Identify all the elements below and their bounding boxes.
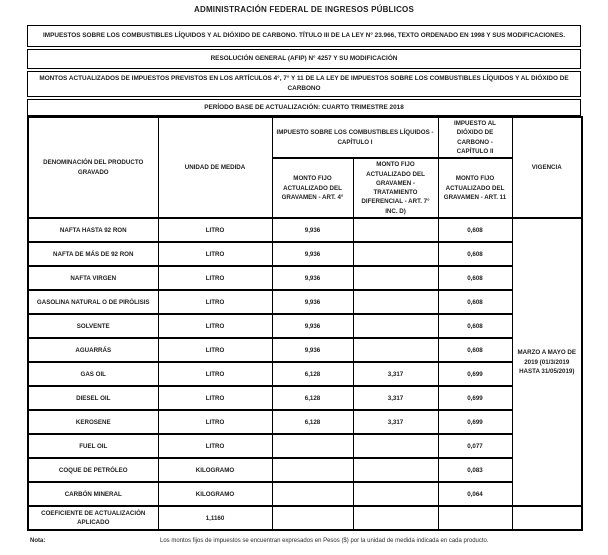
- unit-cell: LITRO: [158, 362, 272, 386]
- art7-amount-cell: [353, 506, 438, 530]
- table-header: [28, 117, 582, 218]
- unit-cell: LITRO: [158, 314, 272, 338]
- art7-amount-cell: [353, 218, 438, 242]
- art11-amount-cell: 0,608: [438, 314, 512, 338]
- art11-amount-cell: 0,699: [438, 386, 512, 410]
- product-cell: COEFICIENTE DE ACTUALIZACIÓN APLICADO: [28, 506, 158, 530]
- product-cell: GASOLINA NATURAL O DE PIRÓLISIS: [28, 290, 158, 314]
- art11-amount-cell: 0,083: [438, 458, 512, 482]
- art7-amount-cell: [353, 434, 438, 458]
- art11-amount-cell: 0,077: [438, 434, 512, 458]
- fuel-tax-table: [27, 116, 583, 531]
- art7-amount-cell: [353, 290, 438, 314]
- art11-amount-cell: 0,064: [438, 482, 512, 506]
- table-row: [28, 266, 582, 290]
- art11-amount-cell: 0,699: [438, 362, 512, 386]
- product-cell: FUEL OIL: [28, 434, 158, 458]
- footnote-text: Los montos fijos de impuestos se encuentran expresados en Pesos ($) por la unidad de medida indicada en cada producto.: [160, 538, 489, 545]
- art4-amount-cell: [272, 434, 353, 458]
- art4-amount-cell: 9,936: [272, 242, 353, 266]
- header-group-co2: IMPUESTO AL DIÓXIDO DE CARBONO - CAPÍTULO II: [438, 117, 512, 158]
- table-row: [28, 482, 582, 506]
- product-cell: CARBÓN MINERAL: [28, 482, 158, 506]
- footnote-label: Nota:: [30, 538, 46, 545]
- art4-amount-cell: [272, 506, 353, 530]
- art11-amount-cell: 0,608: [438, 338, 512, 362]
- art7-amount-cell: [353, 338, 438, 362]
- table-row: [28, 362, 582, 386]
- product-cell: NAFTA VIRGEN: [28, 266, 158, 290]
- table-row: [28, 386, 582, 410]
- product-cell: GAS OIL: [28, 362, 158, 386]
- art7-amount-cell: 3,317: [353, 386, 438, 410]
- art11-amount-cell: [438, 506, 512, 530]
- art4-amount-cell: 6,128: [272, 410, 353, 434]
- table-row: [28, 434, 582, 458]
- art11-amount-cell: 0,608: [438, 242, 512, 266]
- art7-amount-cell: 3,317: [353, 410, 438, 434]
- banner-stack: [27, 25, 581, 116]
- unit-cell: LITRO: [158, 218, 272, 242]
- banner-base-period: PERÍODO BASE DE ACTUALIZACIÓN: CUARTO TRIMESTRE 2018: [27, 99, 581, 116]
- table-row: [28, 242, 582, 266]
- art7-amount-cell: [353, 314, 438, 338]
- art4-amount-cell: 6,128: [272, 386, 353, 410]
- art11-amount-cell: 0,608: [438, 266, 512, 290]
- art7-amount-cell: [353, 266, 438, 290]
- unit-cell: LITRO: [158, 410, 272, 434]
- vigencia-cell: MARZO A MAYO DE 2019 (01/3/2019 HASTA 31/05/2019): [512, 218, 582, 506]
- document-page: [0, 5, 608, 555]
- page-title: ADMINISTRACIÓN FEDERAL DE INGRESOS PÚBLICOS: [193, 5, 415, 14]
- art4-amount-cell: 6,128: [272, 362, 353, 386]
- unit-cell: LITRO: [158, 242, 272, 266]
- table-row: [28, 314, 582, 338]
- product-cell: NAFTA HASTA 92 RON: [28, 218, 158, 242]
- header-vigencia: VIGENCIA: [512, 117, 582, 218]
- product-cell: AGUARRÁS: [28, 338, 158, 362]
- art4-amount-cell: 9,936: [272, 314, 353, 338]
- unit-cell: LITRO: [158, 386, 272, 410]
- header-group-liquid-fuels: IMPUESTO SOBRE LOS COMBUSTIBLES LÍQUIDOS - CAPÍTULO I: [272, 117, 438, 158]
- art11-amount-cell: 0,608: [438, 290, 512, 314]
- table-row: [28, 338, 582, 362]
- art11-amount-cell: 0,699: [438, 410, 512, 434]
- banner-law: IMPUESTOS SOBRE LOS COMBUSTIBLES LÍQUIDOS Y AL DIÓXIDO DE CARBONO. TÍTULO III DE LA LEY N° 23.966, TEXTO ORDENADO EN 1998 Y SUS MODIFICACIONES.: [27, 25, 581, 47]
- header-unit: UNIDAD DE MEDIDA: [158, 117, 272, 218]
- product-cell: KEROSENE: [28, 410, 158, 434]
- art4-amount-cell: 9,936: [272, 218, 353, 242]
- art7-amount-cell: [353, 458, 438, 482]
- header-art7: MONTO FIJO ACTUALIZADO DEL GRAVAMEN - TRATAMIENTO DIFERENCIAL - ART. 7° INC. D): [353, 158, 438, 218]
- art4-amount-cell: 9,936: [272, 338, 353, 362]
- table-row: [28, 458, 582, 482]
- art7-amount-cell: [353, 242, 438, 266]
- unit-cell: KILOGRAMO: [158, 482, 272, 506]
- unit-cell: LITRO: [158, 338, 272, 362]
- art4-amount-cell: [272, 458, 353, 482]
- table-row: [28, 410, 582, 434]
- unit-cell: KILOGRAMO: [158, 458, 272, 482]
- table-row: [28, 290, 582, 314]
- table-row: [28, 506, 582, 530]
- art4-amount-cell: 9,936: [272, 266, 353, 290]
- art4-amount-cell: [272, 482, 353, 506]
- product-cell: COQUE DE PETRÓLEO: [28, 458, 158, 482]
- vigencia-empty-cell: [512, 506, 582, 530]
- footnote: [30, 538, 608, 544]
- art7-amount-cell: [353, 482, 438, 506]
- header-product: DENOMINACIÓN DEL PRODUCTO GRAVADO: [28, 117, 158, 218]
- art11-amount-cell: 0,608: [438, 218, 512, 242]
- unit-cell: LITRO: [158, 434, 272, 458]
- table-row: [28, 218, 582, 242]
- banner-amounts: MONTOS ACTUALIZADOS DE IMPUESTOS PREVISTOS EN LOS ARTÍCULOS 4°, 7° Y 11 DE LA LEY DE IMPUESTOS SOBRE LOS COMBUSTIBLES LÍQUIDOS Y AL DIÓXIDO DE CARBONO: [27, 71, 581, 97]
- header-art11: MONTO FIJO ACTUALIZADO DEL GRAVAMEN - ART. 11: [438, 158, 512, 218]
- unit-cell: LITRO: [158, 290, 272, 314]
- table-body: [28, 218, 582, 530]
- art4-amount-cell: 9,936: [272, 290, 353, 314]
- product-cell: NAFTA DE MÁS DE 92 RON: [28, 242, 158, 266]
- unit-cell: 1,1160: [158, 506, 272, 530]
- banner-resolution: RESOLUCIÓN GENERAL (AFIP) N° 4257 Y SU MODIFICACIÓN: [27, 49, 581, 69]
- unit-cell: LITRO: [158, 266, 272, 290]
- product-cell: DIESEL OIL: [28, 386, 158, 410]
- art7-amount-cell: 3,317: [353, 362, 438, 386]
- header-art4: MONTO FIJO ACTUALIZADO DEL GRAVAMEN - ART. 4°: [272, 158, 353, 218]
- product-cell: SOLVENTE: [28, 314, 158, 338]
